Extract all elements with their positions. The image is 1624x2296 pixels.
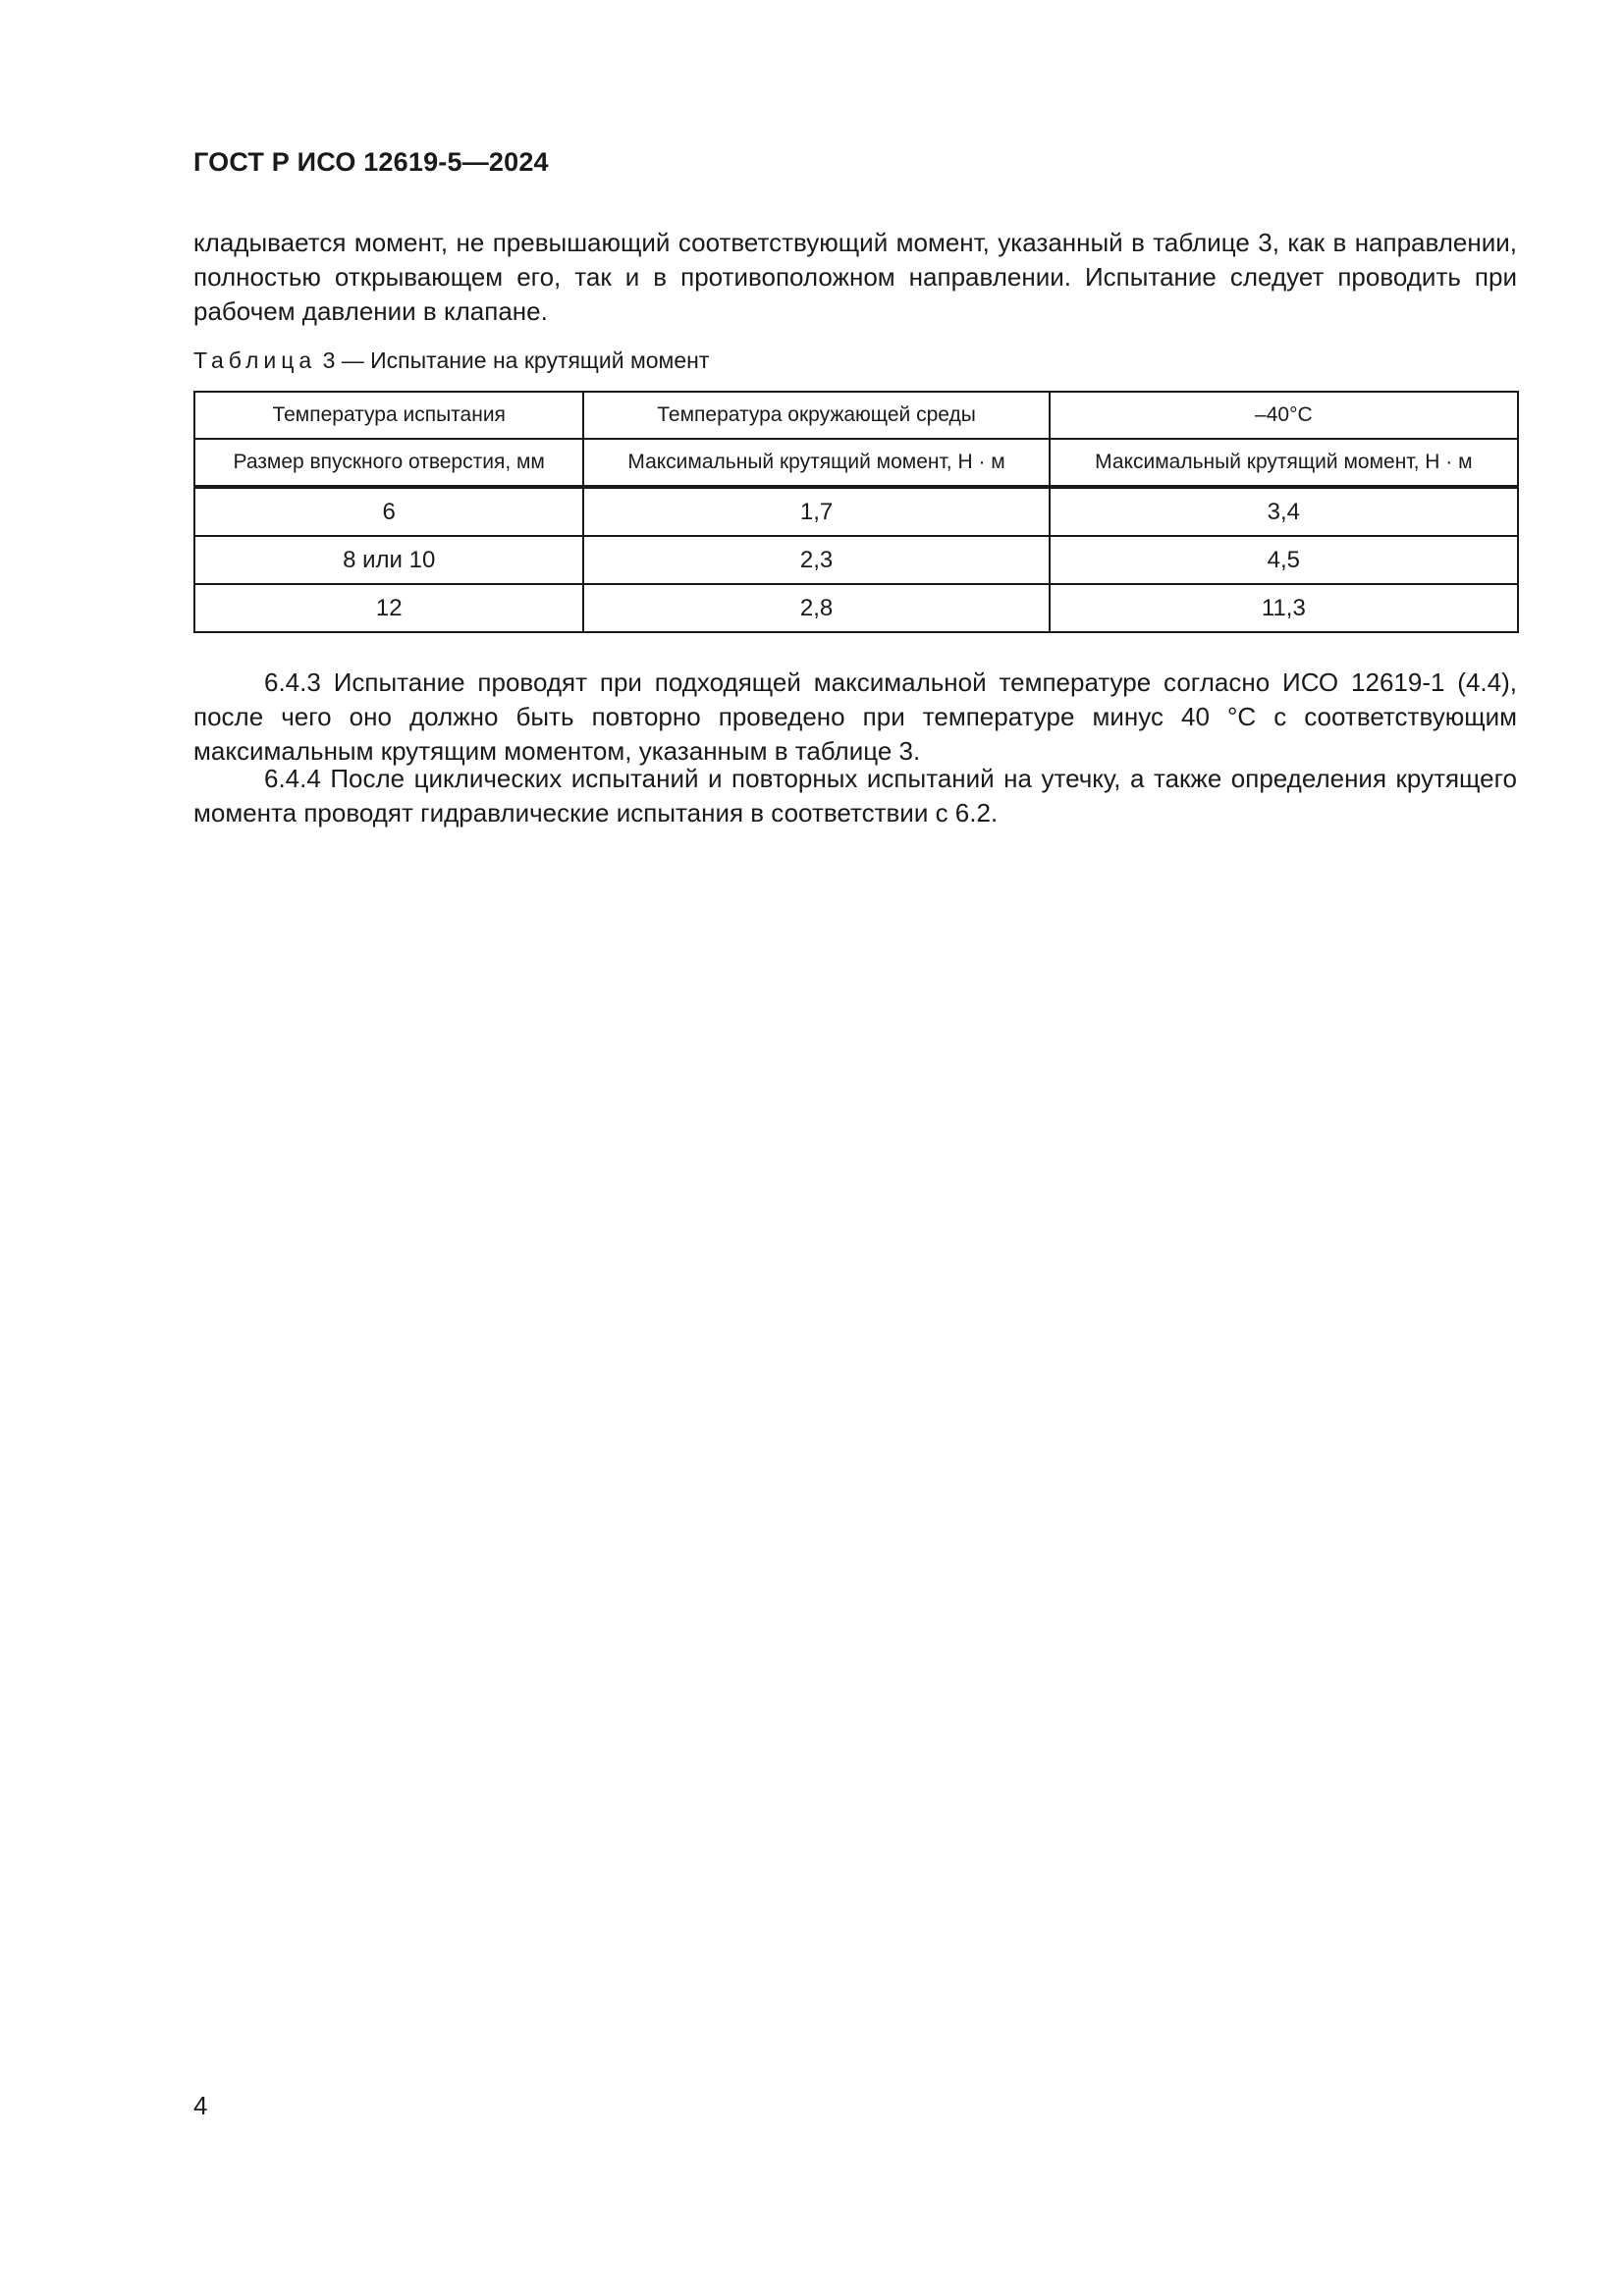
table-cell: 12 — [194, 584, 583, 632]
table-header-cell: –40°C — [1050, 392, 1518, 439]
paragraph-6-4-4: 6.4.4 После циклических испытаний и повторных испытаний на утечку, а также определения крутящего момента проводят гидравлические испытания в соответствии с 6.2. — [193, 764, 1517, 828]
table-header-row — [194, 392, 1518, 439]
table-cell: 2,3 — [583, 536, 1049, 584]
intro-paragraph: кладывается момент, не превышающий соответствующий момент, указанный в таблице 3, как в направлении, полностью открывающем его, так и в противоположном направлении. Испытание следует проводить при рабочем давлении в клапане. — [193, 228, 1517, 326]
table-cell: 4,5 — [1050, 536, 1518, 584]
table-caption-label: Таблица — [193, 347, 317, 373]
table-cell: 11,3 — [1050, 584, 1518, 632]
table-header-cell: Размер впускного отверстия, мм — [194, 439, 583, 487]
table-row — [194, 487, 1518, 536]
page-number: 4 — [193, 2091, 208, 2120]
table-header-cell: Максимальный крутящий момент, Н · м — [583, 439, 1049, 487]
table-cell: 2,8 — [583, 584, 1049, 632]
table-caption-text: 3 — Испытание на крутящий момент — [316, 347, 710, 373]
table-cell: 3,4 — [1050, 487, 1518, 536]
table-header-cell: Температура окружающей среды — [583, 392, 1049, 439]
table-header-cell: Максимальный крутящий момент, Н · м — [1050, 439, 1518, 487]
table-header-cell: Температура испытания — [194, 392, 583, 439]
paragraph-6-4-3: 6.4.3 Испытание проводят при подходящей максимальной температуре согласно ИСО 12619-1 (4.4), после чего оно должно быть повторно проведено при температуре минус 40 °C с соответствующим максимальным крутящим моментом, указанным в таблице 3. — [193, 667, 1517, 766]
table-caption — [193, 347, 709, 374]
table-row — [194, 584, 1518, 632]
table-cell: 8 или 10 — [194, 536, 583, 584]
torque-test-table — [193, 391, 1519, 633]
table-header-row — [194, 439, 1518, 487]
document-code-header: ГОСТ Р ИСО 12619-5—2024 — [193, 147, 549, 177]
table-row — [194, 536, 1518, 584]
table-cell: 1,7 — [583, 487, 1049, 536]
table-cell: 6 — [194, 487, 583, 536]
